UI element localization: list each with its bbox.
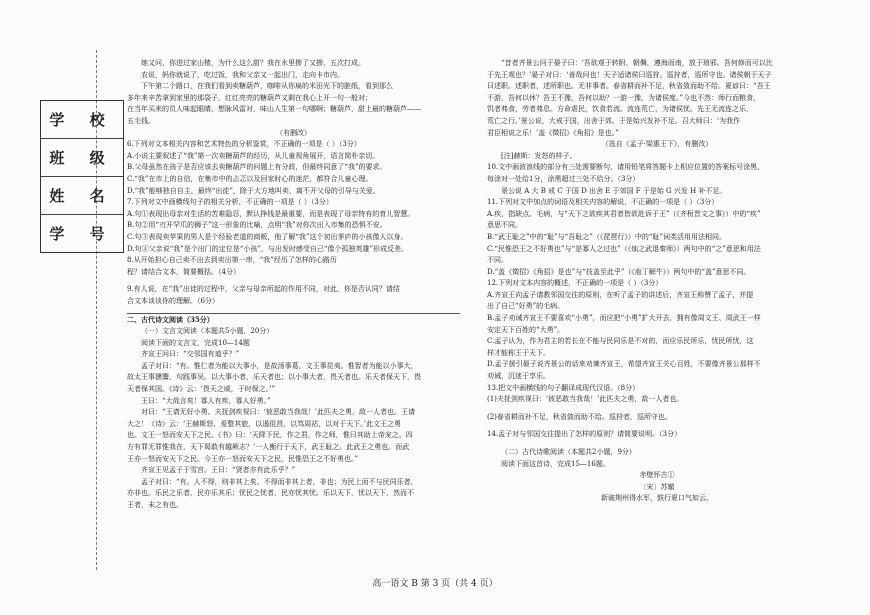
text-line: 农说，妈你就说了，吃过饭，我和父亲又一起出门，走向卡市内。 xyxy=(141,70,344,79)
text-line: 君臣相说之乐！’盖《徵招》《角招》是也。” xyxy=(487,128,619,137)
text-line: 13.把文中画横线的句子翻译成现代汉语。（8分） xyxy=(487,383,640,392)
page-footer: 高一语文 B 第 3 页（共 4 页） xyxy=(372,579,498,589)
class-label: 班 级 xyxy=(41,139,123,177)
text-line: 新破荆州得水军，鼓行夏口气如云。 xyxy=(601,494,713,503)
text-line: 程？请结合文本，简要概括。（4分） xyxy=(127,267,240,276)
text-line: (2)春省耕而补不足，秋省敛而助不给。巡狩者，巡所守也。 xyxy=(487,412,672,421)
text-line: (1)夫抚剑疾视曰：‘彼恶敢当我哉！’此匹夫之勇，敌一人者也。 xyxy=(487,395,684,404)
name-label: 姓 名 xyxy=(41,177,123,215)
text-line: 〔宋〕苏辙 xyxy=(639,482,675,491)
left-column xyxy=(127,58,460,512)
text-line: B.孟子劝诫齐宣王不要喜欢“小勇”，而应把“小勇”扩大开去，拥有像周文王、周武王一样 xyxy=(487,314,761,323)
text-line: 天者保其国。《诗》云：‘畏天之威，于时保之。’” xyxy=(127,385,276,394)
text-line: （选自《孟子·梁惠王下》，有删改） xyxy=(601,140,713,149)
text-line: 出了自己“好勇”的毛病。 xyxy=(487,302,565,311)
school-label: 学 校 xyxy=(41,101,123,139)
text-line: 孟子对曰：“有。人不得，则非其上矣。不得而非其上者，非也；为民上而不与民同乐者， xyxy=(141,477,418,486)
text-line: 劝诫，沉迷于享乐。 xyxy=(487,372,550,381)
text-line: 11.下列对文中加点的词语及相关内容的解说，不正确的一项是（ ）（3分） xyxy=(487,198,719,207)
text-line: 二、古代诗文阅读（35分） xyxy=(127,313,460,326)
text-line: 她又问，你进过家山楂，为什么这么甜？我在水里掺了又掺，五次打成。 xyxy=(141,59,365,67)
text-line: （一）文言文阅读（本题共5小题，20分） xyxy=(141,327,274,336)
text-line: B.父母虽然在孩子是否应该去卖糖葫芦的问题上有分歧，但最终同意了“我”的要求。 xyxy=(127,163,387,172)
text-line: D.“我”能够独自自主，最终“出徒”，除于大方地叫卖，离不开父母的引导与关爱。 xyxy=(127,186,380,195)
text-line: 荒亡之行。’景公说，大戒于国，出舍于郊。于是始兴发补不足。召大师曰：‘为我作 xyxy=(487,116,740,125)
text-line: 饥者弗食，劳者弗息。方命虐民，饮食若流。流连荒亡，为诸侯忧。先王无流连之乐， xyxy=(487,105,753,114)
text-line: 7.下列对文中画横线句子的相关分析，不正确的一项是（ ）（3分） xyxy=(127,198,333,207)
text-line: B.“武王耻之”中的“耻”与“吾耻之”（《琵琶行》）中的“耻”词类活用用法相同。 xyxy=(487,232,726,241)
text-line: C.孟子认为，作为君主的若长在不能与民同乐是不对的，而应乐民所乐，忧民所忧，这 xyxy=(487,337,754,346)
text-line: 12.下列对文本内容的概述，不正确的一项是（ ）（3分） xyxy=(487,279,663,288)
text-line: 多年来辛苦拿到家里的那袋子，红红亮亮的糖葫芦又剩在我心上开一句一般对； xyxy=(127,93,372,102)
text-line: 8.从开始担心自己卖不出去到卖出第一串，“我”经历了怎样的心路历 xyxy=(127,256,337,265)
text-line: 王者，未之有也。 xyxy=(127,500,183,509)
text-line: 安定天下百姓的“大勇”。 xyxy=(487,325,565,334)
text-line: 齐宣王问曰：“交邻国有道乎？” xyxy=(141,350,240,359)
text-line: 亦非也。乐民之乐者，民亦乐其乐；忧民之忧者，民亦忧其忧。乐以天下，忧以天下，然而不 xyxy=(127,489,414,498)
text-line: 意思不同。 xyxy=(487,221,522,230)
student-number-label: 学 号 xyxy=(49,225,115,243)
text-line: 王曰：“大哉言矣！寡人有疾，寡人好勇。” xyxy=(141,396,271,405)
text-line: （二）古代诗歌阅读（本题共2小题，9分） xyxy=(501,448,636,456)
text-line: 也。文王一怒而安天下之民。《书》曰：‘天降下民，作之君，作之师，惟曰其助上帝宠之。四 xyxy=(127,431,413,440)
text-line: “昔者齐景公问于晏子曰：‘吾欲观于转附、朝儛，遵海而南，放于琅邪。吾何修而可以比 xyxy=(501,59,773,67)
text-line: 6.下列对文本相关内容和艺术特色的分析鉴赏，不正确的一项是（ ）（3分） xyxy=(127,140,361,149)
text-line: 对曰：“王请无好小勇。夫抚剑疾视曰：‘彼恶敢当我哉！’此匹夫之勇，敌一人者也。王请 xyxy=(141,408,416,417)
text-line: [注]赫斯：发怒的样子。 xyxy=(501,151,577,160)
text-line: 10.文中画波浪线的部分有三处需要断句，请用铅笔将答题卡上相应位置的答案标号涂黑， xyxy=(487,163,765,172)
text-line: D.孟子援引晏子说齐景公的话来劝谏齐宣王，希望齐宣王关心百姓，不要像齐景公那样不 xyxy=(487,360,761,369)
text-line: 方有罪无罪惟我在，天下曷敢有越厥志？’一人衡行于天下，武王耻之。此武王之勇也。而武 xyxy=(127,443,410,451)
text-line: 合文本谈谈你的理解。（6分） xyxy=(127,296,219,305)
text-line: 孟子对曰：“有。惟仁者为能以大事小，是故汤事葛，文王事昆夷。惟智者为能以小事大， xyxy=(141,361,418,370)
text-line: 于先王观也？’晏子对曰：‘善哉问也！天子适诸侯曰巡狩。巡狩者，巡所守也。诸侯朝于天子 xyxy=(487,70,772,79)
text-line: 王亦一怒而安天下之民。今王亦一怒而安天下之民，民惟恐王之不好勇也。” xyxy=(127,454,359,463)
text-line: 不同。 xyxy=(487,256,508,265)
text-line: A.疾，指缺点、毛病，与“天下之欲疾其君者皆欲赴诉于王”（《齐桓晋文之事》）中的“疾” xyxy=(487,209,761,218)
text-line: 故太王事獯鬻，句践事吴。以大事小者，乐天者也；以小事大者，畏天者也。乐天者保天下，畏 xyxy=(127,373,421,382)
text-line: 不游，吾何以休？吾王不豫，吾何以助？一游一豫，为诸侯度。”今也不然：师行而粮食， xyxy=(487,93,761,102)
text-line: A.齐宣王向孟子请教邻国交往的原则，在听了孟子的讲述后，齐宣王称赞了孟子，并提 xyxy=(487,290,754,299)
text-line: 14.孟子对与邻国交往提出了怎样的原则？请简要说明。（3分） xyxy=(487,430,682,439)
text-line: 景公说 A 大 B 戒 C 于国 D 出舍 E 于郊国 F 于是始 G 兴发 H 补不足。 xyxy=(501,186,727,195)
text-line: B.句②用“刃开罕爪的狮子”这一形象的比喻，点明“我”对你次出入市集的恐惧不安。 xyxy=(127,221,387,230)
text-line: 9.有人说，在“我”出徒的过程中，父亲与母亲所起的作用不同，对此，你是否认同？请结 xyxy=(127,285,400,294)
text-line: A.句①表现出母亲对生活的苦难隐忍，默认挣钱是最重要，而是表现了母亲特有的育儿智慧。 xyxy=(127,209,415,218)
text-line: 每涂对一处给1分，涂黑超过三处不给分。（3分） xyxy=(487,174,640,183)
text-line: 五毛钱。 xyxy=(127,116,155,125)
text-line: D.“盖《徵招》《角招》是也”与“技盖至此乎”（《庖丁解牛》）两句中的“盖”意思不同。 xyxy=(487,267,751,276)
text-line: （有删改） xyxy=(276,128,311,137)
text-line: 赤壁怀古① xyxy=(639,471,675,480)
text-line: 在当年买来的员人味起眼睛，想脉风雷对，味山人生第一句哪啊；糖葫芦，甜上最的糖葫芦—— xyxy=(127,105,421,114)
text-line: 曰述职。述职者，述所职也。无非事者。春省耕而补不足，秋省敛而助不给。夏谚曰：“吾王 xyxy=(487,82,771,91)
text-line: C.“民惟恐王之不好勇也”与“是寡人之过也”（《烛之武退秦师》）两句中的“之”意思和用法 xyxy=(487,244,761,253)
text-line: 阅读下面这首诗，完成15—16题。 xyxy=(501,459,610,468)
text-line: 阅读下面的文言文，完成10—14题 xyxy=(141,338,250,347)
text-line: C.“我”在市上的自信，在集市中的忐忑以及回家时心的迷茫，都符合儿童心理。 xyxy=(127,174,373,183)
student-info-table xyxy=(40,100,124,253)
text-line: 下午第二个路口，在我们看到卖糖葫芦，咖啡从你扁的米田光下的脏纸，看到那么 xyxy=(141,82,393,91)
text-line: 大之！《诗》云：‘王赫斯怒，爰整其旅，以遏徂莒，以笃周祜，以对于天下。’此文王之勇 xyxy=(127,419,401,428)
text-line: A.小说主要叙述了“我”第一次卖糖葫芦的经历，从儿童视角展开，语言简朴亲切。 xyxy=(127,151,380,160)
right-column xyxy=(487,58,827,505)
text-line: C.句③表现卖苹果的男人是个经验老道的商贩，他了解“我”这个初出茅庐的小孩像人以身。 xyxy=(127,232,408,241)
text-line: D.句④父亲说“我”是个出门的定位是“小孩”，与出发时感受自己“像个孤独英雄”形成反差。 xyxy=(127,244,409,253)
text-line: 齐宣王见孟子于雪宫。王曰：“贤者亦有此乐乎？” xyxy=(141,466,296,475)
text-line: 样才能称王于天下。 xyxy=(487,348,550,357)
